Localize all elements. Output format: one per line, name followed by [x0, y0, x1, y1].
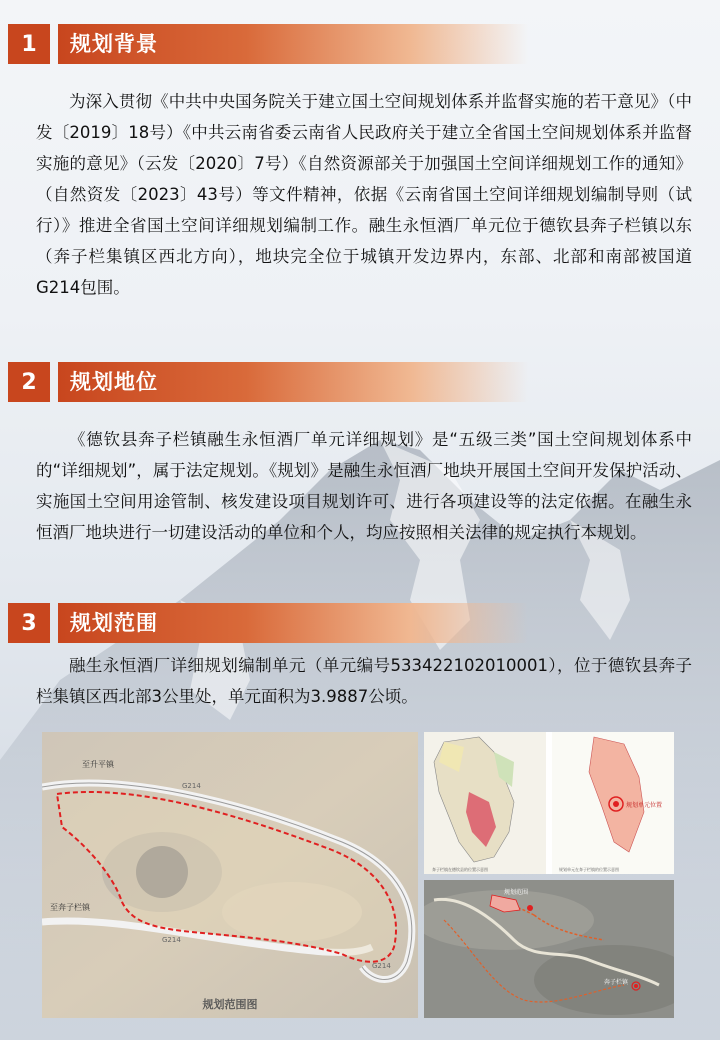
section-number: 2	[8, 362, 50, 402]
section-number: 3	[8, 603, 50, 643]
section-1-paragraph: 为深入贯彻《中共中央国务院关于建立国土空间规划体系并监督实施的若干意见》（中发〔2019〕18号）《中共云南省委云南省人民政府关于建立全省国土空间规划体系并监督实施的意见》（云发〔2020〕7号）《自然资源部关于加强国土空间详细规划工作的通知》（自然资发〔2023〕43号）等文件精神，依据《云南省国土空间详细规划编制导则（试行）》推进全省国土空间详细规划编制工作。融生永恒酒厂单元位于德钦县奔子栏镇以东（奔子栏集镇区西北方向），地块完全位于城镇开发边界内，东部、北部和南部被国道G214包围。	[36, 92, 692, 297]
aerial-image	[42, 732, 418, 1018]
location-map-image	[424, 732, 674, 874]
location-map	[424, 732, 674, 874]
route-site-label: 规划范围	[504, 889, 529, 896]
map-caption: 规划范围图	[202, 998, 258, 1011]
road-label: G214	[182, 782, 201, 790]
route-map	[424, 880, 674, 1018]
road-label: 至奔子栏镇	[50, 903, 90, 912]
road-label: G214	[372, 962, 391, 970]
map-caption-left: 奔子栏镇在德钦县的位置示意图	[432, 867, 488, 872]
route-town-label: 奔子栏镇	[604, 979, 629, 986]
section-3-paragraph: 融生永恒酒厂详细规划编制单元（单元编号533422102010001），位于德钦县奔子栏集镇区西北部3公里处，单元面积为3.9887公顷。	[36, 656, 692, 706]
section-2-paragraph: 《德钦县奔子栏镇融生永恒酒厂单元详细规划》是“五级三类”国土空间规划体系中的“详细规划”，属于法定规划。《规划》是融生永恒酒厂地块开展国土空间开发保护活动、实施国土空间用途管制、核发建设项目规划许可、进行各项建设等的法定依据。在融生永恒酒厂地块进行一切建设活动的单位和个人，均应按照相关法律的规定执行本规划。	[36, 430, 692, 542]
road-label: G214	[162, 936, 181, 944]
section-title-bar	[58, 362, 528, 402]
map-marker-label: 规划单元位置	[626, 802, 663, 809]
section-title-bar	[58, 603, 528, 643]
road-label: 至升平镇	[82, 760, 114, 769]
section-number: 1	[8, 24, 50, 64]
route-map-image	[424, 880, 674, 1018]
map-caption-right: 规划单元在奔子栏镇的位置示意图	[559, 867, 619, 872]
section-title: 规划地位	[70, 370, 158, 394]
section-title-bar	[58, 24, 528, 64]
section-title: 规划背景	[70, 32, 158, 56]
planning-scope-map	[42, 732, 418, 1018]
section-title: 规划范围	[70, 611, 158, 635]
